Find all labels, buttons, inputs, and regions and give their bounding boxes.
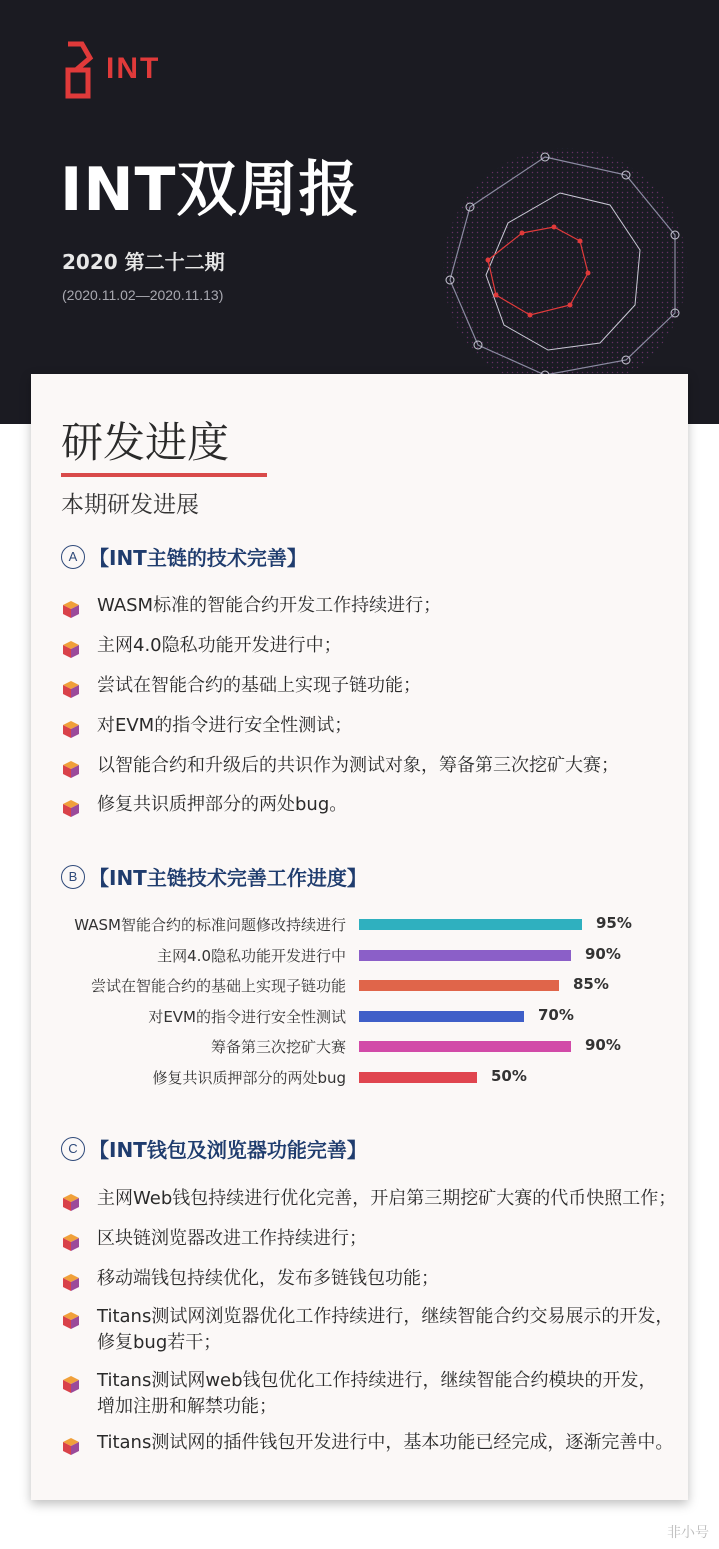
part-c-title: 【INT钱包及浏览器功能完善】 [89,1138,367,1162]
part-b-title: 【INT主链技术完善工作进度】 [89,866,367,890]
list-item [61,792,347,818]
cube-bullet-icon [61,1374,81,1394]
list-item-text: 尝试在智能合约的基础上实现子链功能； [97,675,421,696]
bar-value-label: 70% [538,1005,574,1024]
list-item [61,673,421,699]
badge-c: C [61,1137,85,1161]
badge-a: A [61,545,85,569]
list-item [61,593,441,619]
cube-bullet-icon [61,639,81,659]
bar [359,980,559,991]
cube-bullet-icon [61,1310,81,1330]
issue-number: 2020 第二十二期 [62,250,225,274]
list-item-text: 区块链浏览器改进工作持续进行； [97,1228,367,1249]
list-item-text: Titans测试网web钱包优化工作持续进行，继续智能合约模块的开发，增加注册和解禁功能； [97,1370,657,1417]
bar-value-label: 95% [596,914,632,932]
bar-category-label: WASM智能合约的标准问题修改持续进行 [74,916,346,934]
list-item-text: 修复共识质押部分的两处bug。 [97,794,348,815]
bar-category-label: 对EVM的指令进行安全性测试 [148,1007,346,1026]
list-item [61,1186,687,1212]
bar [359,1072,477,1083]
list-item [61,633,342,659]
cube-bullet-icon [61,599,81,619]
list-item [61,1304,687,1356]
cube-bullet-icon [61,679,81,699]
part-a-title: 【INT主链的技术完善】 [89,546,307,570]
list-item-text: 以智能合约和升级后的共识作为测试对象，筹备第三次挖矿大赛； [97,755,619,776]
list-item-text: Titans测试网浏览器优化工作持续进行，继续智能合约交易展示的开发，修复bug若干； [97,1306,674,1353]
logo-text: INT [106,52,161,85]
cube-bullet-icon [61,1436,81,1456]
cube-bullet-icon [61,1232,81,1252]
bar-value-label: 85% [573,975,609,993]
period-dates: (2020.11.02—2020.11.13) [62,287,224,303]
cube-bullet-icon [61,1272,81,1292]
cube-bullet-icon [61,798,81,818]
list-item [61,1266,439,1292]
bar-value-label: 90% [585,1036,621,1054]
header-banner [0,0,719,424]
bar [359,950,571,961]
bar-value-label: 90% [585,944,621,963]
cube-bullet-icon [61,1192,81,1212]
bar [359,1041,571,1052]
badge-b: B [61,865,85,889]
part-a-heading [61,542,307,571]
content-card [31,374,688,1500]
decorative-network-graphic [430,145,710,385]
list-item-text: 移动端钱包持续优化，发布多链钱包功能； [97,1268,439,1289]
bar-category-label: 筹备第三次挖矿大赛 [210,1038,346,1056]
list-item [61,1226,367,1252]
list-item [61,1368,672,1420]
cube-bullet-icon [61,719,81,739]
list-item-text: 对EVM的指令进行安全性测试； [97,715,353,736]
section-title: 研发进度 [61,418,230,467]
section-divider [61,473,267,477]
watermark: 非小号 [667,1525,709,1541]
section-subtitle: 本期研发进展 [61,492,199,518]
bar [359,1011,524,1022]
list-item-text: 主网Web钱包持续进行优化完善，开启第三期挖矿大赛的代币快照工作； [97,1188,677,1209]
part-c-heading [61,1134,367,1163]
page-title: INT双周报 [60,155,360,225]
bar-value-label: 50% [491,1066,527,1085]
list-item [61,1430,673,1456]
part-b-heading [61,862,367,891]
list-item-text: WASM标准的智能合约开发工作持续进行； [97,595,442,616]
bar-category-label: 修复共识质押部分的两处bug [152,1068,346,1087]
bar-category-label: 主网4.0隐私功能开发进行中 [157,946,346,965]
bar-category-label: 尝试在智能合约的基础上实现子链功能 [90,977,346,995]
list-item [61,713,352,739]
cube-bullet-icon [61,759,81,779]
list-item-text: 主网4.0隐私功能开发进行中； [97,635,342,656]
list-item [61,753,619,779]
bar [359,919,582,930]
list-item-text: Titans测试网的插件钱包开发进行中，基本功能已经完成，逐渐完善中。 [97,1432,674,1453]
